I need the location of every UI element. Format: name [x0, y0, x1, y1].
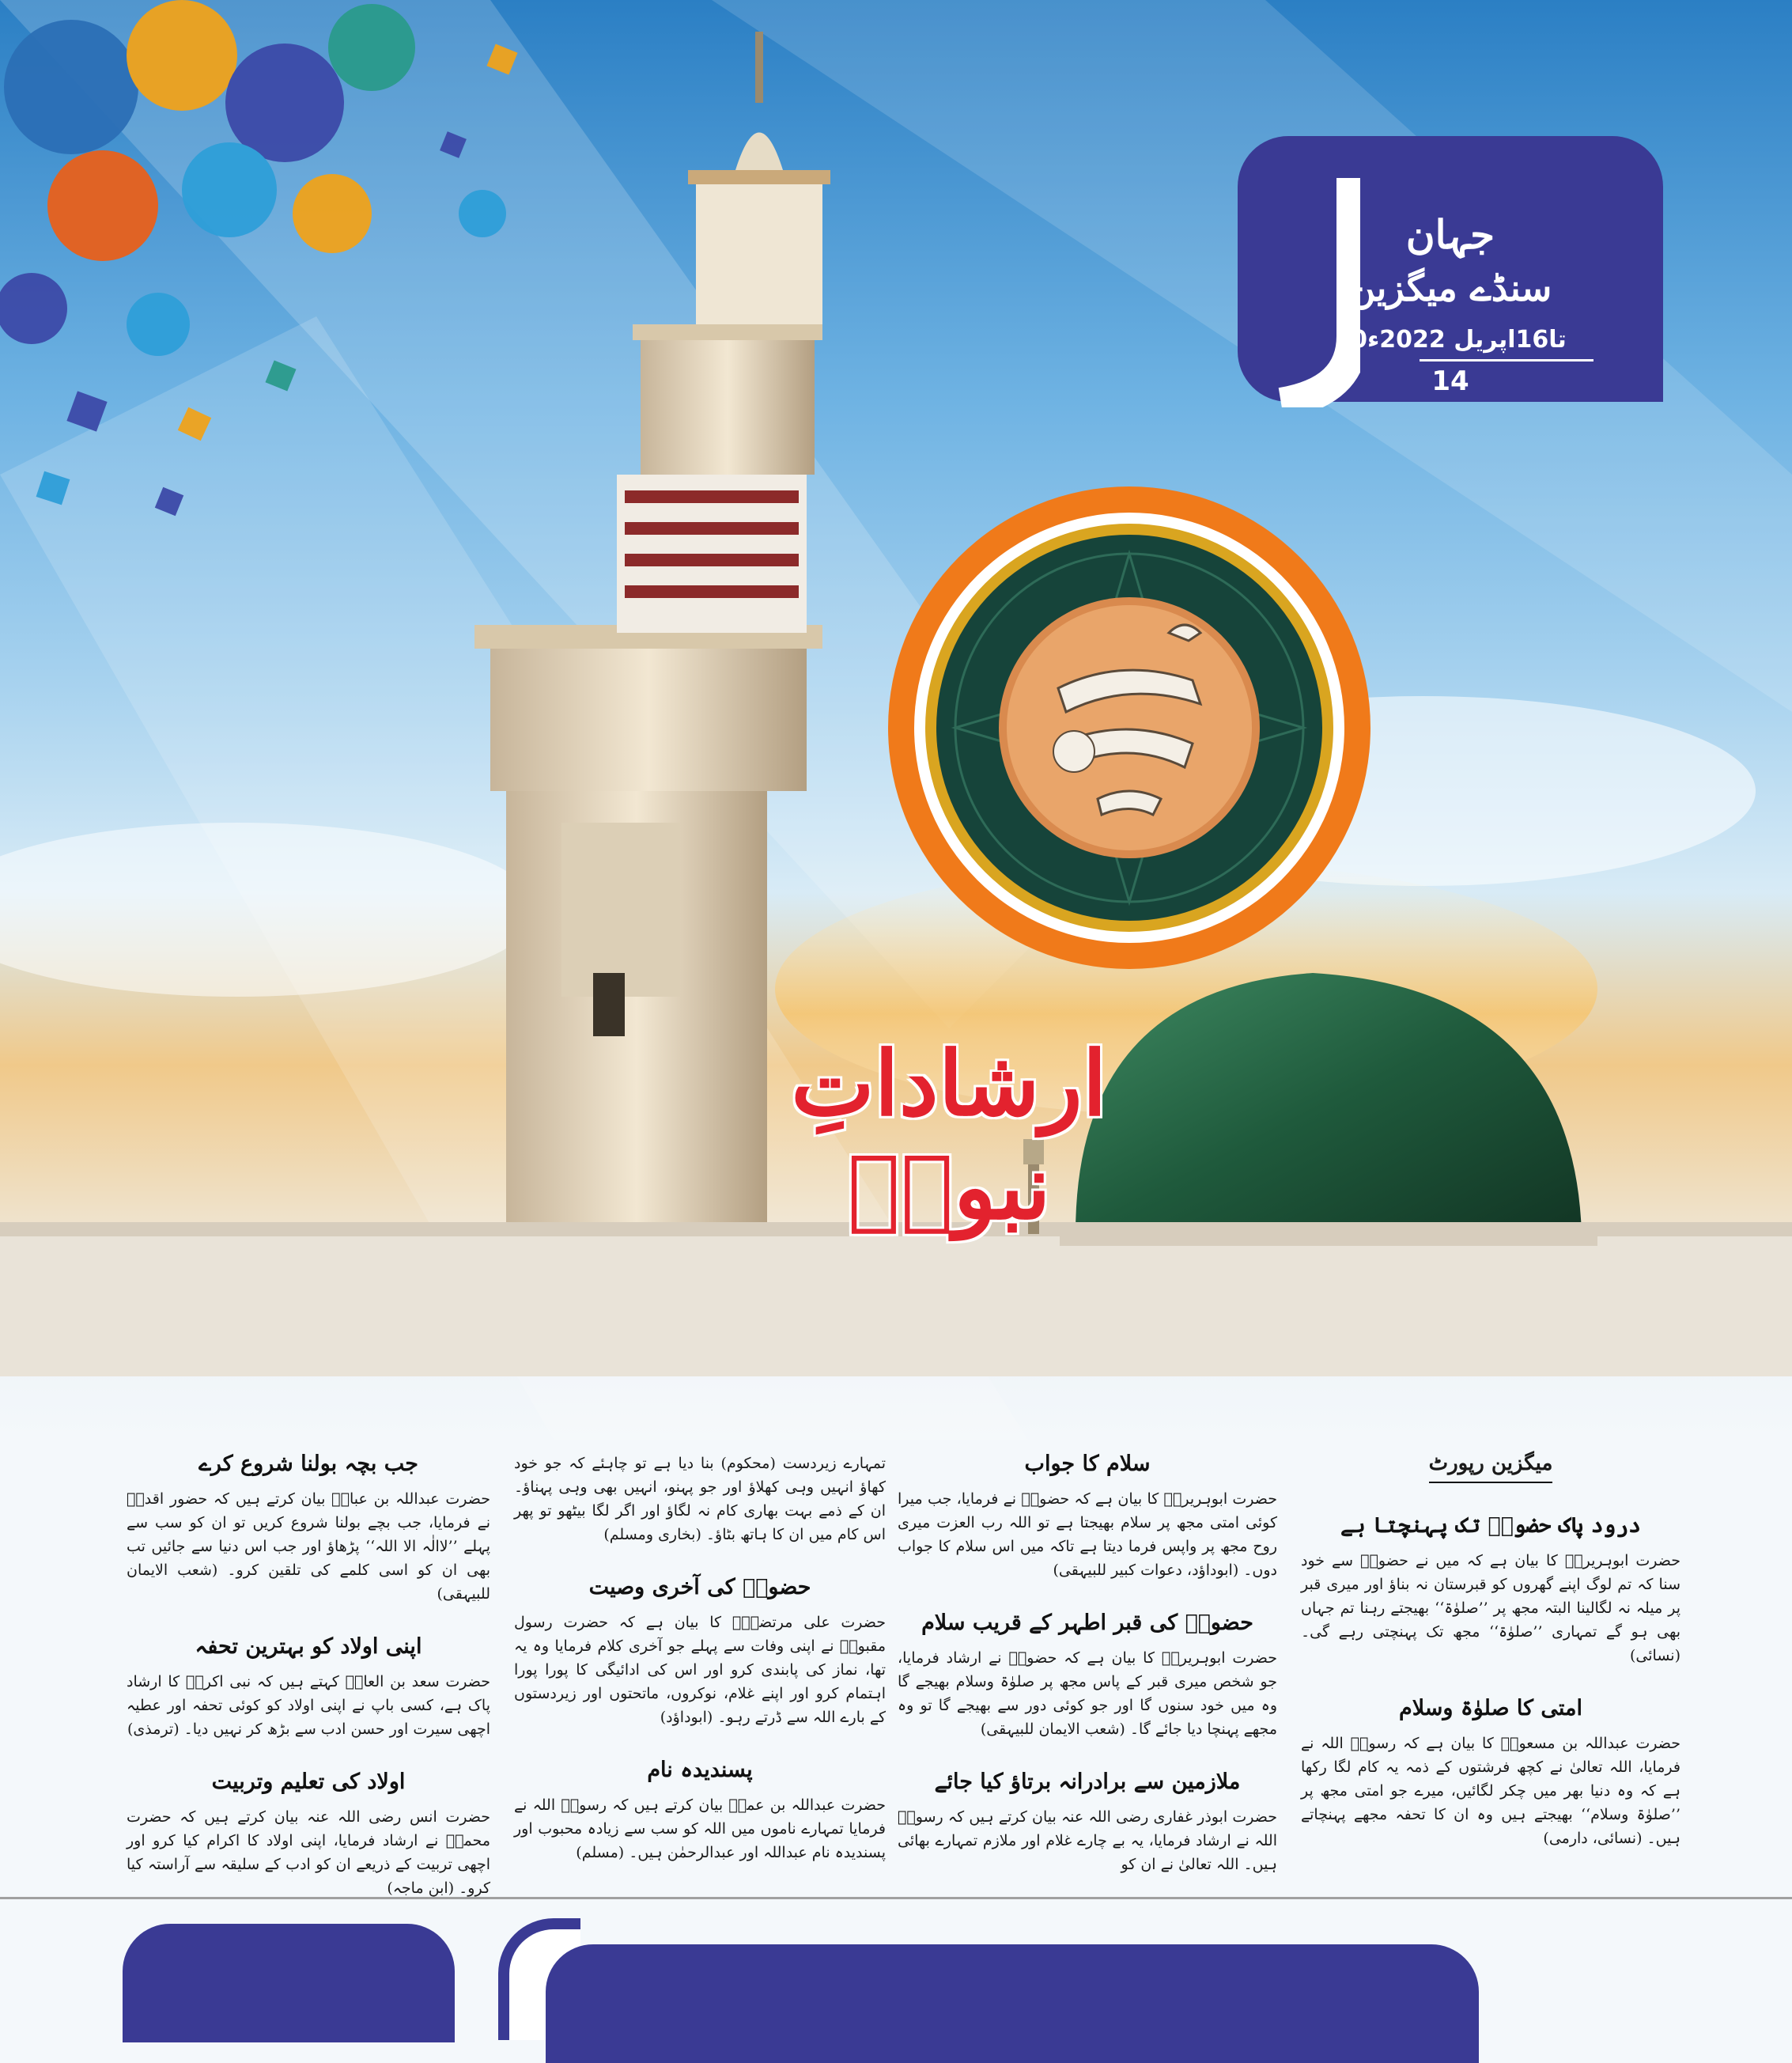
article-heading: جب بچہ بولنا شروع کرے: [198, 1452, 418, 1476]
page-number: 14: [1431, 365, 1469, 397]
magazine-title: جہان: [1405, 211, 1495, 258]
column-3: [514, 1452, 886, 1893]
masthead-divider: [1420, 359, 1594, 361]
article-heading: حضورؐ کی آخری وصیت: [588, 1575, 811, 1600]
footer-band-right: [546, 1944, 1479, 2063]
article-body: حضرت انس رضی اللہ عنہ بیان کرتے ہیں کہ حضرت محمدؐ نے ارشاد فرمایا، اپنی اولاد کا اکرام کیا کرو اور اچھی تربیت کے ذریعے ان کو ادب کے سلیقہ سے آراستہ کیا کرو۔ (ابن ماجہ): [127, 1808, 490, 1898]
article-heading: اپنی اولاد کو بہترین تحفہ: [195, 1634, 422, 1660]
article-heading: امتی کا صلوٰۃ وسلام: [1398, 1696, 1583, 1721]
page-divider: [0, 1897, 1792, 1899]
article-heading: ملازمین سے برادرانہ برتاؤ کیا جائے: [934, 1770, 1241, 1795]
article-body: حضرت عبداللہ بن مسعودؓ کا بیان ہے کہ رسولؐ اللہ نے فرمایا، اللہ تعالیٰ نے کچھ فرشتوں کے ذمہ یہ کام لگا رکھا ہے کہ وہ دنیا بھر میں چکر لگائیں، میرے جو امتی مجھ پر ’’صلوٰۃ وسلام‘‘ بھیجتے ہیں وہ ان کا تحفہ مجھے پہنچاتے ہیں۔ (نسائی، دارمی): [1301, 1735, 1680, 1848]
article-body: حضرت ابوہریرہؓ کا بیان ہے کہ حضورؐ نے ارشاد فرمایا، جو شخص میری قبر کے پاس مجھ پر صلوٰۃ وسلام بھیجے گا وہ میں خود سنوں گا اور جو کوئی دور سے بھیجے گا تو وہ مجھے پہنچا دیا جائے گا۔ (شعب الایمان للبیہقی): [898, 1649, 1277, 1739]
calligraphy-medallion: [884, 483, 1374, 973]
column-2: [898, 1452, 1277, 1905]
article-body: تمہارے زیردست (محکوم) بنا دیا ہے تو چاہئے کہ جو خود کھاؤ انہیں وہی کھلاؤ اور جو پہنو، انہیں بھی وہی پہناؤ۔ ان کے ذمے بہت بھاری کام نہ لگاؤ اور اگر لگا بیٹھو تو پھر اس کام میں ان کا ہاتھ بٹاؤ۔ (بخاری ومسلم): [514, 1455, 886, 1544]
column-4: [127, 1452, 490, 1929]
page-headline: ارشاداتِ نبویؐ: [791, 1032, 1107, 1240]
article-body: حضرت عبداللہ بن عمرؓ بیان کرتے ہیں کہ رسولؐ اللہ نے فرمایا تمہارے ناموں میں اللہ کو سب سے زیادہ محبوب اور پسندیدہ نام عبداللہ اور عبدالرحمٰن ہیں۔ (مسلم): [514, 1796, 886, 1862]
article-heading: درود پاک حضورؐ تک پہنچتا ہے: [1340, 1513, 1641, 1538]
article-body: حضرت عبداللہ بن عباسؓ بیان کرتے ہیں کہ حضور اقدسؐ نے فرمایا، جب بچے بولنا شروع کریں تو ان کو سب سے پہلے ’’لاالٰہ الا اللہ‘‘ پڑھاؤ اور جب اس دنیا سے جائیں تب بھی ان کو اسی کلمے کی تلقین کرو۔ (شعب الایمان للبیہقی): [127, 1490, 490, 1603]
article-heading: اولاد کی تعلیم وتربیت: [211, 1770, 406, 1795]
article-body: حضرت ابوذر غفاری رضی اللہ عنہ بیان کرتے ہیں کہ رسولؐ اللہ نے ارشاد فرمایا، یہ بے چارے غلام اور ملازم تمہارے بھائی ہیں۔ اللہ تعالیٰ نے ان کو: [898, 1808, 1277, 1874]
article-body: حضرت علی مرتضیٰؓ کا بیان ہے کہ حضرت رسول مقبولؐ نے اپنی وفات سے پہلے جو آخری کلام فرمایا وہ یہ تھا، نماز کی پابندی کرو اور اس کی ادائیگی کا پورا پورا اہتمام کرو اور اپنے غلام، نوکروں، ماتحتوں اور زیردستوں کے بارے اللہ سے ڈرتے رہو۔ (ابوداؤد): [514, 1614, 886, 1727]
column-1: [1301, 1452, 1680, 1879]
article-body: حضرت ابوہریرہؓ کا بیان ہے کہ حضورؐ نے فرمایا، جب میرا کوئی امتی مجھ پر سلام بھیجتا ہے تو اللہ رب العزت میری روح مجھ پر واپس فرما دیتا ہے تاکہ میں اس سلام کا جواب دوں۔ (ابوداؤد، دعوات کبیر للبیہقی): [898, 1490, 1277, 1580]
article-heading: پسندیدہ نام: [647, 1758, 753, 1783]
section-label: میگزین رپورٹ: [1301, 1452, 1680, 1475]
issue-date: 10تا16اپریل 2022ء: [1334, 326, 1567, 354]
magazine-subtitle: سنڈے میگزین: [1348, 267, 1552, 309]
masthead-curve: [1234, 178, 1360, 407]
article-heading: سلام کا جواب: [1024, 1452, 1151, 1476]
article-body: حضرت سعد بن العاصؓ کہتے ہیں کہ نبی اکرمؐ کا ارشاد پاک ہے، کسی باپ نے اپنی اولاد کو کوئی تحفہ اور عطیہ اچھی سیرت اور حسن ادب سے بڑھ کر نہیں دیا۔ (ترمذی): [127, 1673, 490, 1739]
article-body: حضرت ابوہریرہؓ کا بیان ہے کہ میں نے حضورؐ سے خود سنا کہ تم لوگ اپنے گھروں کو قبرستان نہ بناؤ اور میری قبر پر میلہ نہ لگالینا البتہ مجھ پر ’’صلوٰۃ‘‘ بھیجتے رہنا تم جہاں بھی ہو گے تمہاری ’’صلوٰۃ‘‘ مجھ تک پہنچتی رہے گی۔ (نسائی): [1301, 1552, 1680, 1665]
article-heading: حضورؐ کی قبر اطہر کے قریب سلام: [921, 1611, 1253, 1636]
